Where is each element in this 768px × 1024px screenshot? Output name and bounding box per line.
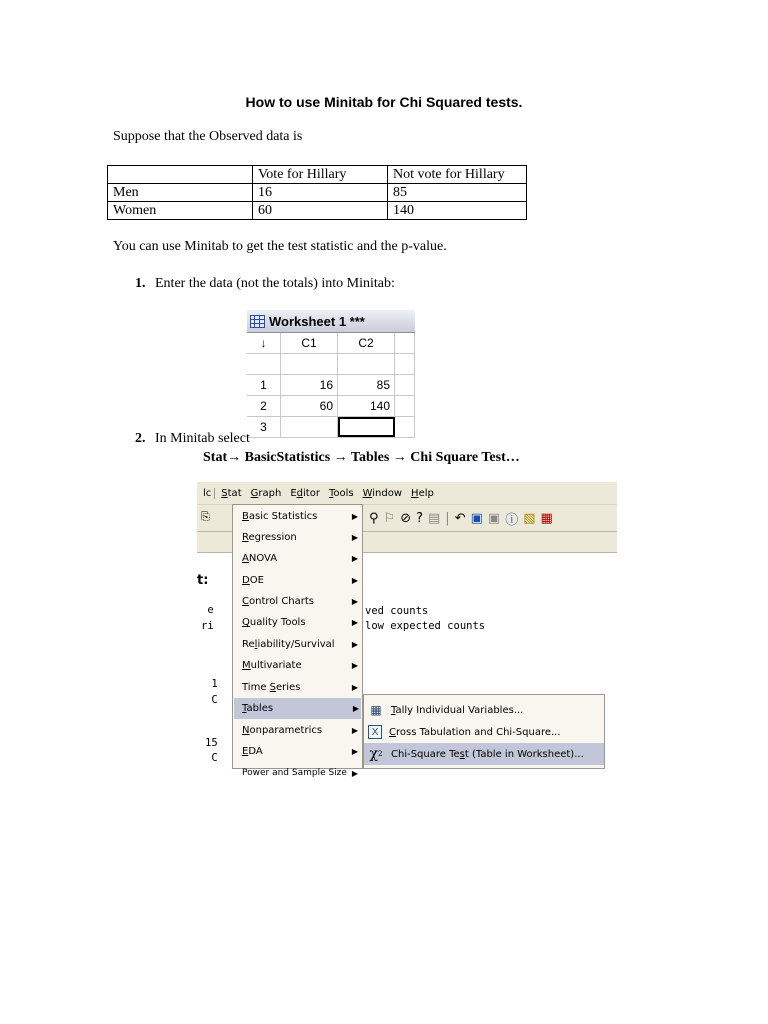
- toolbar-strip: [363, 532, 617, 553]
- table-cell: 140: [388, 202, 527, 220]
- table-header-cell: Vote for Hillary: [253, 166, 388, 184]
- worksheet-screenshot: [247, 310, 415, 434]
- column-header[interactable]: C2: [338, 333, 395, 353]
- worksheet-name-row: [247, 354, 415, 375]
- worksheet-grid: [247, 333, 415, 438]
- toolbar-left: [197, 505, 232, 532]
- worksheet-title-bar: [247, 310, 415, 333]
- session-text: e: [201, 604, 214, 616]
- down-arrow-icon[interactable]: ↓: [247, 333, 281, 353]
- menu-item-anova[interactable]: ANOVA ▶: [242, 548, 360, 569]
- step-2: [135, 431, 250, 447]
- session-text: low expected counts: [365, 620, 486, 632]
- table-cell: Men: [108, 184, 253, 202]
- menu-item-control-charts[interactable]: Control Charts ▶: [242, 591, 360, 612]
- chevron-right-icon: ▶: [351, 726, 358, 735]
- observed-data-table: [107, 165, 527, 220]
- menu-item-nonparametrics[interactable]: Nonparametrics ▶: [242, 720, 360, 741]
- menu-partial[interactable]: lc: [203, 488, 215, 499]
- help-icon[interactable]: ?: [416, 510, 423, 526]
- tables-submenu: [363, 694, 605, 769]
- worksheet-cell: [395, 354, 415, 374]
- arrow-icon[interactable]: ↶: [454, 510, 466, 526]
- session-text: C: [205, 752, 218, 764]
- menu-stat[interactable]: Stat: [221, 487, 242, 499]
- table-row: [108, 202, 527, 220]
- row-number: 1: [247, 375, 281, 395]
- session-text: C: [205, 694, 218, 706]
- worksheet-header-row: [247, 333, 415, 354]
- chevron-right-icon: ▶: [351, 747, 358, 756]
- step-1: [135, 276, 395, 292]
- menu-item-reliability[interactable]: Reliability/Survival ▶: [242, 634, 360, 655]
- menu-bar: [197, 482, 617, 505]
- menu-window[interactable]: Window: [362, 487, 403, 499]
- worksheet-cell[interactable]: 16: [281, 375, 338, 395]
- menu-item-multivariate[interactable]: Multivariate ▶: [242, 655, 360, 676]
- menu-tools[interactable]: Tools: [328, 487, 354, 499]
- worksheet-cell[interactable]: [338, 354, 395, 374]
- row-number: 2: [247, 396, 281, 416]
- table-header-cell: Not vote for Hillary: [388, 166, 527, 184]
- worksheet-row: [247, 375, 415, 396]
- crosstab-icon: X: [368, 725, 382, 739]
- worksheet-title: Worksheet 1 ***: [269, 313, 365, 329]
- menu-help[interactable]: Help: [411, 487, 434, 499]
- worksheet-grid-icon: [250, 315, 265, 328]
- table-cell: 85: [388, 184, 527, 202]
- worksheet-cell: [395, 375, 415, 395]
- tally-icon: ▦: [370, 703, 382, 717]
- intro-text: Suppose that the Observed data is: [113, 129, 303, 144]
- chevron-right-icon: ▶: [351, 576, 358, 585]
- step-number: 1.: [135, 276, 146, 291]
- worksheet-cell[interactable]: 60: [281, 396, 338, 416]
- cancel-icon[interactable]: ⊘: [400, 510, 412, 526]
- info-icon[interactable]: ⓘ: [505, 512, 519, 528]
- worksheet-row: [247, 417, 415, 438]
- chevron-right-icon: ▶: [351, 640, 358, 649]
- menu-item-basic-statistics[interactable]: Basic Statistics ▶: [242, 506, 360, 527]
- copy-icon[interactable]: ▤: [428, 510, 441, 526]
- session-text: ved counts: [365, 605, 429, 617]
- step-text: In Minitab select: [155, 431, 250, 446]
- menu-item-tables[interactable]: Tables ▶: [234, 698, 361, 719]
- worksheet-cell: [395, 396, 415, 416]
- chevron-right-icon: ▶: [351, 597, 358, 606]
- paste-icon[interactable]: ⎘: [201, 510, 210, 523]
- binoculars-icon[interactable]: ⚲: [369, 510, 379, 526]
- active-cell[interactable]: [338, 417, 395, 437]
- chevron-right-icon: ▶: [351, 769, 358, 778]
- toolbar: ⚲ ⚐ ⊘ ? ▤ | ↶ ▣ ▣ ⓘ ▧ ▦: [363, 505, 617, 532]
- chevron-right-icon: ▶: [351, 512, 358, 521]
- chi-square-icon: χ 2: [369, 746, 383, 762]
- table-cell: 16: [253, 184, 388, 202]
- chevron-right-icon: ▶: [352, 704, 359, 713]
- menu-path: Stat→ BasicStatistics → Tables → Chi Square Test…: [203, 450, 520, 465]
- chevron-right-icon: ▶: [351, 661, 358, 670]
- column-header[interactable]: C1: [281, 333, 338, 353]
- menu-item-quality-tools[interactable]: Quality Tools ▶: [242, 612, 360, 633]
- worksheet-cell[interactable]: 85: [338, 375, 395, 395]
- page-title: How to use Minitab for Chi Squared tests.: [245, 94, 523, 110]
- chevron-right-icon: ▶: [351, 618, 358, 627]
- submenu-label: Chi-Square Test (Table in Worksheet)...: [391, 748, 584, 760]
- submenu-label: Tally Individual Variables...: [391, 704, 524, 716]
- toolbar-strip-left: [197, 532, 232, 553]
- menu-item-power-sample-size[interactable]: Power and Sample Size ▶: [242, 763, 360, 784]
- window2-icon[interactable]: ▣: [487, 510, 501, 526]
- menu-item-cross-tabulation[interactable]: [364, 721, 604, 743]
- menu-item-chi-square-test[interactable]: [364, 743, 604, 765]
- stat-menu-dropdown: [232, 504, 363, 778]
- worksheet-row: [247, 396, 415, 417]
- minitab-menu-screenshot: [197, 482, 617, 778]
- menu-editor[interactable]: Editor: [290, 487, 320, 499]
- worksheet-cell[interactable]: 140: [338, 396, 395, 416]
- explain-text: You can use Minitab to get the test statistic and the p-value.: [113, 239, 447, 254]
- submenu-label: Cross Tabulation and Chi-Square...: [389, 726, 561, 738]
- column-header-blank: [395, 333, 415, 353]
- report-icon[interactable]: ▦: [540, 510, 553, 526]
- session-text: ri: [201, 620, 214, 632]
- find-icon[interactable]: ⚐: [383, 510, 396, 526]
- menu-item-doe[interactable]: DOE ▶: [242, 570, 360, 591]
- worksheet-cell[interactable]: [281, 354, 338, 374]
- session-text: t:: [197, 573, 209, 588]
- chevron-right-icon: ▶: [351, 554, 358, 563]
- table-cell: 60: [253, 202, 388, 220]
- menu-item-time-series[interactable]: Time Series ▶: [242, 677, 360, 698]
- step-number: 2.: [135, 431, 146, 446]
- row-number: 3: [247, 417, 281, 437]
- row-header-blank: [247, 354, 281, 374]
- chevron-right-icon: ▶: [351, 683, 358, 692]
- table-row: [108, 184, 527, 202]
- session-text: 15: [205, 737, 218, 749]
- doc-icon[interactable]: ▧: [523, 510, 536, 526]
- menu-item-eda[interactable]: EDA ▶: [242, 741, 360, 762]
- table-cell: Women: [108, 202, 253, 220]
- table-header-cell: [108, 166, 253, 184]
- menu-item-regression[interactable]: Regression ▶: [242, 527, 360, 548]
- session-text: 1: [205, 678, 218, 690]
- menu-graph[interactable]: Graph: [250, 487, 282, 499]
- window-icon[interactable]: ▣: [470, 510, 483, 526]
- step-text: Enter the data (not the totals) into Minitab:: [155, 276, 395, 291]
- worksheet-cell: [395, 417, 415, 437]
- chevron-right-icon: ▶: [351, 533, 358, 542]
- menu-item-tally[interactable]: [364, 699, 604, 721]
- worksheet-cell[interactable]: [281, 417, 338, 437]
- table-header-row: [108, 166, 527, 184]
